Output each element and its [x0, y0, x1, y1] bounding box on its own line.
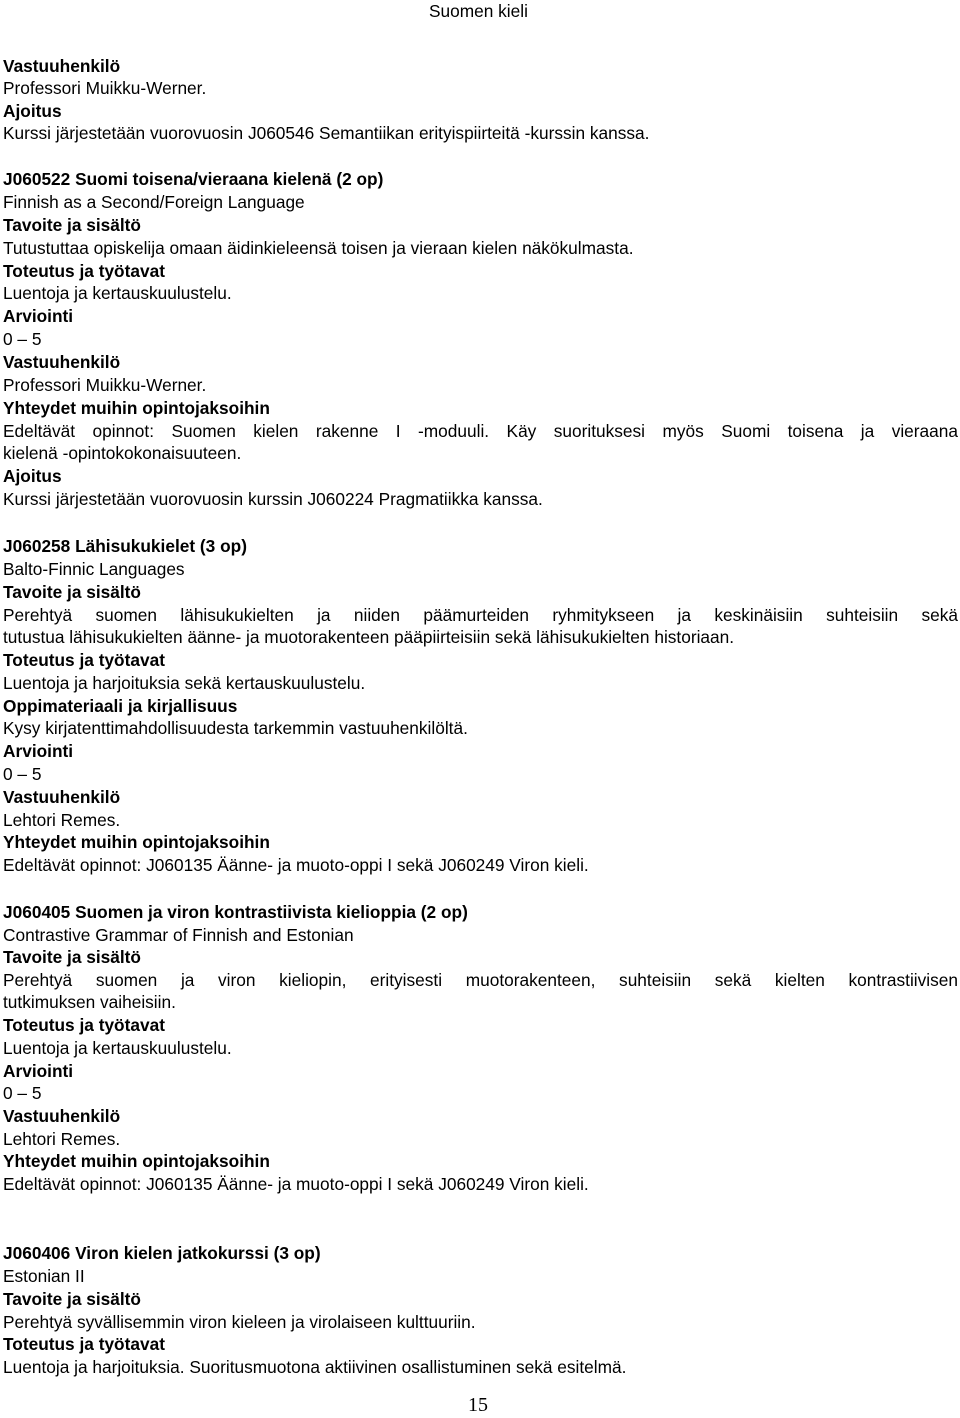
section-heading: Vastuuhenkilö: [3, 352, 121, 372]
body-text-line: Perehtyä syvällisemmin viron kieleen ja virolaiseen kulttuuriin.: [3, 1312, 476, 1332]
section-heading: Yhteydet muihin opintojaksoihin: [3, 832, 270, 852]
section-heading: Vastuuhenkilö: [3, 1106, 121, 1126]
section-heading: J060406 Viron kielen jatkokurssi (3 op): [3, 1243, 321, 1263]
section-heading: Arviointi: [3, 306, 74, 326]
body-text-line: Perehtyä suomen lähisukukielten ja niiden päämurteiden ryhmitykseen ja keskinäisiin suhteisiin sekä: [3, 605, 958, 625]
section-heading: Vastuuhenkilö: [3, 56, 121, 76]
body-text-line: 0 – 5: [3, 1083, 42, 1103]
body-text-line: Lehtori Remes.: [3, 1129, 121, 1149]
section-heading: J060258 Lähisukukielet (3 op): [3, 536, 247, 556]
section-heading: Vastuuhenkilö: [3, 787, 121, 807]
body-text-line: Balto-Finnic Languages: [3, 559, 185, 579]
running-header: Suomen kieli: [429, 1, 528, 21]
body-text-line: Luentoja ja kertauskuulustelu.: [3, 1038, 232, 1058]
section-heading: Toteutus ja työtavat: [3, 1334, 165, 1354]
section-heading: Oppimateriaali ja kirjallisuus: [3, 696, 238, 716]
body-text-line: Luentoja ja kertauskuulustelu.: [3, 283, 232, 303]
section-heading: J060405 Suomen ja viron kontrastiivista kielioppia (2 op): [3, 902, 468, 922]
body-text-line: Luentoja ja harjoituksia sekä kertauskuulustelu.: [3, 673, 366, 693]
section-heading: Tavoite ja sisältö: [3, 582, 141, 602]
body-text-line: Estonian II: [3, 1266, 85, 1286]
section-heading: Tavoite ja sisältö: [3, 215, 141, 235]
body-text-line: 0 – 5: [3, 329, 42, 349]
body-text-line: Edeltävät opinnot: J060135 Äänne- ja muoto-oppi I sekä J060249 Viron kieli.: [3, 1174, 589, 1194]
body-text-line: Kurssi järjestetään vuorovuosin kurssin J060224 Pragmatiikka kanssa.: [3, 489, 543, 509]
section-heading: Tavoite ja sisältö: [3, 947, 141, 967]
body-text-line: Professori Muikku-Werner.: [3, 78, 207, 98]
body-text-line: Professori Muikku-Werner.: [3, 375, 207, 395]
body-text-line: Edeltävät opinnot: Suomen kielen rakenne I -moduuli. Käy suorituksesi myös Suomi toisena ja vieraana: [3, 421, 958, 441]
section-heading: Arviointi: [3, 741, 74, 761]
body-text-line: Perehtyä suomen ja viron kieliopin, erityisesti muotorakenteen, suhteisiin sekä kielten kontrastiivisen: [3, 970, 958, 990]
section-heading: Ajoitus: [3, 101, 62, 121]
body-text-line: Edeltävät opinnot: J060135 Äänne- ja muoto-oppi I sekä J060249 Viron kieli.: [3, 855, 589, 875]
body-text-line: Lehtori Remes.: [3, 810, 121, 830]
body-text-line: 0 – 5: [3, 764, 42, 784]
body-text-line: Contrastive Grammar of Finnish and Estonian: [3, 925, 354, 945]
body-text-line: Luentoja ja harjoituksia. Suoritusmuotona aktiivinen osallistuminen sekä esitelmä.: [3, 1357, 627, 1377]
section-heading: Yhteydet muihin opintojaksoihin: [3, 398, 270, 418]
section-heading: Toteutus ja työtavat: [3, 1015, 165, 1035]
body-text-line: tutustua lähisukukielten äänne- ja muotorakenteen pääpiirteisiin sekä lähisukukielten historiaan.: [3, 627, 735, 647]
page-number: 15: [468, 1394, 488, 1416]
body-text-line: Kysy kirjatenttimahdollisuudesta tarkemmin vastuuhenkilöltä.: [3, 718, 468, 738]
section-heading: Toteutus ja työtavat: [3, 650, 165, 670]
section-heading: Yhteydet muihin opintojaksoihin: [3, 1151, 270, 1171]
section-heading: Toteutus ja työtavat: [3, 261, 165, 281]
section-heading: J060522 Suomi toisena/vieraana kielenä (2 op): [3, 169, 384, 189]
section-heading: Tavoite ja sisältö: [3, 1289, 141, 1309]
section-heading: Ajoitus: [3, 466, 62, 486]
body-text-line: Tutustuttaa opiskelija omaan äidinkieleensä toisen ja vieraan kielen näkökulmasta.: [3, 238, 634, 258]
section-heading: Arviointi: [3, 1061, 74, 1081]
body-text-line: Kurssi järjestetään vuorovuosin J060546 Semantiikan erityispiirteitä -kurssin kanssa.: [3, 123, 650, 143]
body-text-line: kielenä -opintokokonaisuuteen.: [3, 443, 242, 463]
body-text-line: Finnish as a Second/Foreign Language: [3, 192, 305, 212]
body-text-line: tutkimuksen vaiheisiin.: [3, 992, 176, 1012]
